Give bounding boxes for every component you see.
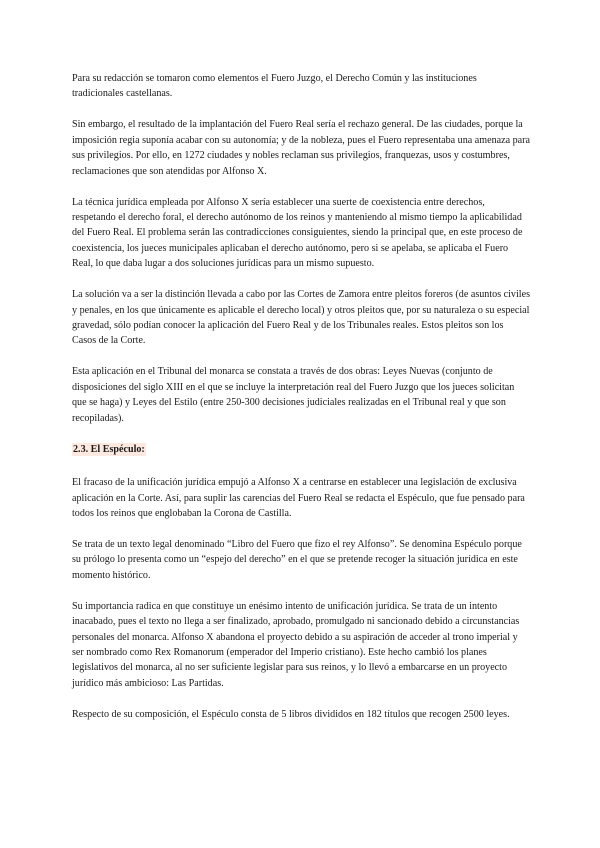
- paragraph-cortes-zamora: La solución va a ser la distinción llevada a cabo por las Cortes de Zamora entre pleitos foreros (de asuntos civiles y penales, en los que únicamente es aplicable el derecho local) y otros pleitos que, por su naturaleza o su especial gravedad, sólo podían conocer la aplicación del Fuero Real y de los Tribunales reales. Estos pleitos son los Casos de la Corte.: [72, 289, 530, 347]
- paragraph-legal-technique: La técnica jurídica empleada por Alfonso X sería establecer una suerte de coexistencia entre derechos, respetando el derecho foral, el derecho autónomo de los reinos y manteniendo al mismo tiempo la aplicabilidad del Fuero Real. El problema serán las contradicciones consiguientes, siendo la principal que, en este proceso de coexistencia, los jueces municipales aplicaban el derecho autónomo, pero si se apelaba, se aplicaba el Fuero Real, lo que daba lugar a dos soluciones jurídicas para un mismo supuesto.: [72, 196, 523, 270]
- section-heading-text: 2.3. El Espéculo:: [73, 443, 145, 455]
- document-body: [72, 71, 530, 738]
- paragraph-composition: Respecto de su composición, el Espéculo consta de 5 libros divididos en 182 títulos que recogen 2500 leyes.: [72, 708, 510, 720]
- paragraph-rejection: Sin embargo, el resultado de la implantación del Fuero Real sería el rechazo general. De las ciudades, porque la imposición regia suponía acabar con su autonomía; y de la nobleza, pues el Fuero representaba una amenaza para sus privilegios. Por ello, en 1272 ciudades y nobles reclaman sus privilegios, franquezas, usos y costumbres, reclamaciones que son atendidas por Alfonso X.: [72, 119, 530, 177]
- paragraph-importance: Su importancia radica en que constituye un enésimo intento de unificación jurídica. Se trata de un intento inacabado, pues el texto no llega a ser finalizado, aprobado, promulgado ni sancionado debido a circunstancias personales del monarca. Alfonso X abandona el proyecto debido a su aspiración de acceder al trono imperial y ser nombrado como Rex Romanorum (emperador del Imperio cristiano). Este hecho cambió los planes legislativos del monarca, al no ser suficiente legislar para sus reinos, y lo llevó a embarcarse en un proyecto jurídico más ambicioso: Las Partidas.: [72, 600, 520, 689]
- paragraph-fuero-real-sources: Para su redacción se tomaron como elementos el Fuero Juzgo, el Derecho Común y las instituciones tradicionales castellanas.: [72, 73, 477, 100]
- paragraph-leyes-nuevas-estilo: Esta aplicación en el Tribunal del monarca se constata a través de dos obras: Leyes Nuevas (conjunto de disposiciones del siglo XIII en el que se incluye la interpretación real del Fuero Juzgo que los jueces solicitan que se haga) y Leyes del Estilo (entre 250-300 decisiones judiciales realizadas en el Tribunal real y que son recopiladas).: [72, 366, 515, 424]
- paragraph-failure-unification: El fracaso de la unificación jurídica empujó a Alfonso X a centrarse en establecer una legislación de exclusiva aplicación en la Corte. Así, para suplir las carencias del Fuero Real se redacta el Espéculo, que fue pensado para todos los reinos que englobaban la Corona de Castilla.: [72, 477, 525, 519]
- section-heading: [72, 442, 530, 457]
- paragraph-legal-text-name: Se trata de un texto legal denominado “Libro del Fuero que fizo el rey Alfonso”. Se denomina Espéculo porque su prólogo lo presenta como un “espejo del derecho” en el que se pretende recoger la situación jurídica en este momento histórico.: [72, 538, 522, 581]
